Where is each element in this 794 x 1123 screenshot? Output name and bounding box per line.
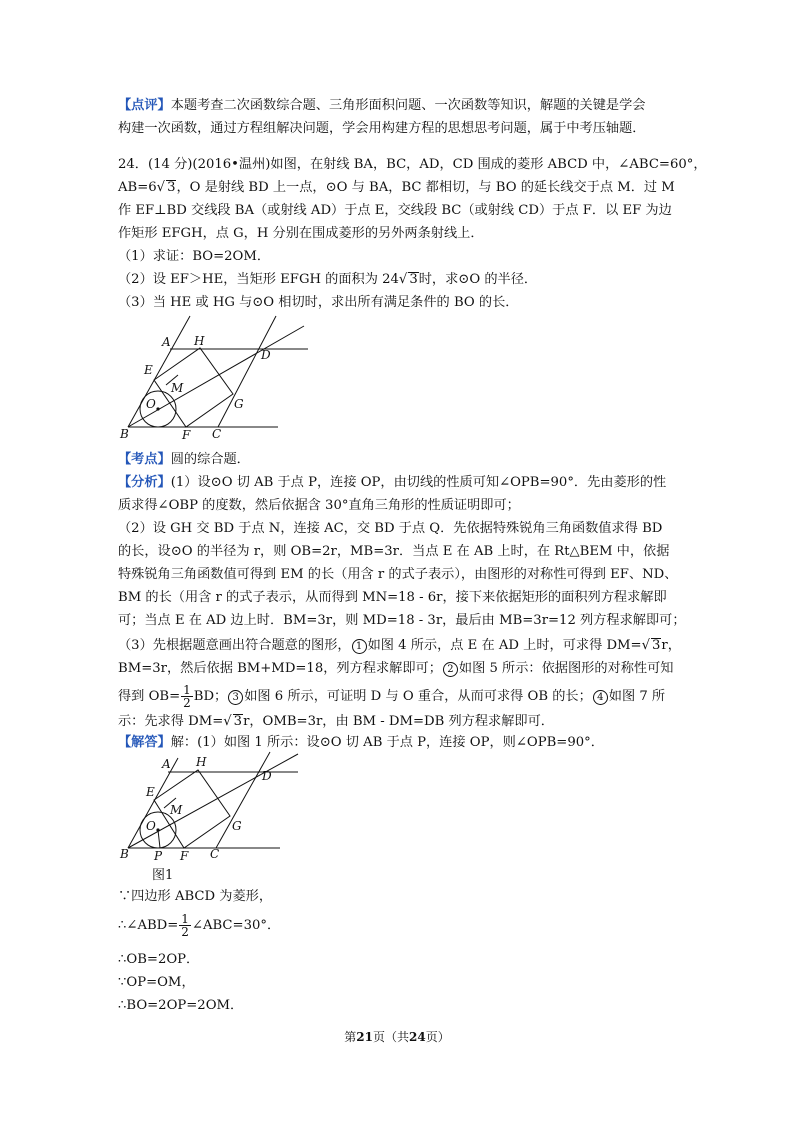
geometry-figure-1 xyxy=(118,750,314,884)
page-number: 21 xyxy=(356,1030,373,1044)
label-O: O xyxy=(146,397,156,411)
label-G: G xyxy=(232,819,242,833)
label-E: E xyxy=(146,785,155,799)
kaodian-line xyxy=(118,451,250,469)
analysis-8a: （3）先根据题意画出符合题意的图形， xyxy=(118,638,351,653)
label-M: M xyxy=(170,803,183,817)
fraction-denominator: 2 xyxy=(183,696,191,710)
analysis-10a: 得到 OB= xyxy=(118,689,181,704)
analysis-line-11: 示：先求得 DM=√ 3r，OMB=3r，由 BM - DM=DB 列方程求解即可． xyxy=(118,714,554,729)
comment-text-1: 本题考查二次函数综合题、三角形面积问题、一次函数等知识，解题的关键是学会 xyxy=(170,98,646,113)
answer-tag: 【解答】 xyxy=(118,735,171,750)
circled-1: 1 xyxy=(352,639,367,654)
page-footer xyxy=(0,1028,794,1045)
fraction-half xyxy=(179,913,191,938)
geometry-figure-problem xyxy=(118,312,314,442)
problem-line-2: AB=6√ 3，O 是射线 BD 上一点，⊙O 与 BA，BC 都相切，与 BO 的延长线交于点 M．过 M xyxy=(118,180,675,195)
question-1: （1）求证：BO=2OM． xyxy=(118,249,271,264)
problem-line-4: 作矩形 EFGH，点 G，H 分别在围成菱形的另外两条射线上． xyxy=(118,226,484,241)
sqrt-3: 3 xyxy=(233,714,243,729)
analysis-text-1: (1）设⊙O 切 AB 于点 P，连接 OP，由切线的性质可知∠OPB=90°．先由菱形的性 xyxy=(170,475,667,490)
kaodian-text: 圆的综合题． xyxy=(170,452,250,467)
label-D: D xyxy=(261,348,271,362)
question-3: （3）当 HE 或 HG 与⊙O 相切时，求出所有满足条件的 BO 的长． xyxy=(118,295,519,310)
answer-step-5: ∴BO=2OP=2OM． xyxy=(118,998,244,1013)
label-P: P xyxy=(154,849,163,863)
answer-2b: ∠ABC=30°． xyxy=(191,918,281,933)
circled-3: 3 xyxy=(228,690,243,705)
analysis-10c: 如图 6 所示，可证明 D 与 O 重合，从而可求得 OB 的长； xyxy=(244,689,592,704)
problem-line-1: 24．(14 分)(2016•温州)如图，在射线 BA，BC，AD，CD 围成的菱形 ABCD 中，∠ABC=60°， xyxy=(118,157,707,172)
label-A: A xyxy=(162,757,171,771)
analysis-11b: r，OMB=3r，由 BM - DM=DB 列方程求解即可． xyxy=(243,714,554,729)
label-G: G xyxy=(234,397,244,411)
circled-4: 4 xyxy=(593,690,608,705)
answer-2a: ∴∠ABD= xyxy=(118,918,179,933)
fraction-numerator: 1 xyxy=(181,912,189,926)
analysis-10d: 如图 7 所 xyxy=(608,689,666,704)
analysis-line-1 xyxy=(118,474,666,492)
footer-b: 页（共 xyxy=(372,1030,409,1044)
label-H: H xyxy=(196,755,207,769)
circled-2: 2 xyxy=(443,662,458,677)
problem-line-2-rest: ，O 是射线 BD 上一点，⊙O 与 BA，BC 都相切，与 BO 的延长线交于点 M．过 M xyxy=(176,180,675,195)
answer-text-1: 解：(1）如图 1 所示：设⊙O 切 AB 于点 P，连接 OP，则∠OPB=90°． xyxy=(170,735,604,750)
footer-c: 页） xyxy=(425,1030,450,1044)
comment-line-1 xyxy=(118,97,646,115)
label-H: H xyxy=(194,334,205,348)
analysis-9b: 如图 5 所示：依据图形的对称性可知 xyxy=(458,661,674,676)
question-2-a: （2）设 EF＞HE，当矩形 EFGH 的面积为 24 xyxy=(118,272,399,287)
problem-line-3: 作 EF⊥BD 交线段 BA（或射线 AD）于点 E，交线段 BC（或射线 CD）于点 F．以 EF 为边 xyxy=(118,203,672,218)
question-2: （2）设 EF＞HE，当矩形 EFGH 的面积为 24√ 3时，求⊙O 的半径． xyxy=(118,272,538,287)
analysis-line-10 xyxy=(118,684,665,710)
label-C: C xyxy=(210,847,220,861)
label-D: D xyxy=(262,769,272,783)
sqrt-3: 3 xyxy=(652,638,661,653)
analysis-line-7: 可；当点 E 在 AD 边上时．BM=3r，则 MD=18 - 3r，最后由 MB=3r=12 列方程求解即可； xyxy=(118,613,686,628)
analysis-11a: 示：先求得 DM= xyxy=(118,714,224,729)
label-A: A xyxy=(162,335,171,349)
total-pages: 24 xyxy=(409,1030,426,1044)
label-F: F xyxy=(182,428,191,442)
label-M: M xyxy=(171,381,184,395)
analysis-line-4: 的长，设⊙O 的半径为 r，则 OB=2r，MB=3r．当点 E 在 AB 上时，在 Rt△BEM 中，依据 xyxy=(118,544,670,559)
question-2-b: 时，求⊙O 的半径． xyxy=(418,272,538,287)
analysis-tag: 【分析】 xyxy=(118,475,171,490)
answer-step-3: ∴OB=2OP． xyxy=(118,952,200,967)
label-F: F xyxy=(180,849,189,863)
comment-line-2: 构建一次函数，通过方程组解决问题，学会用构建方程的思想思考问题，属于中考压轴题． xyxy=(118,121,646,136)
analysis-8c: r， xyxy=(661,638,681,653)
label-O: O xyxy=(146,819,156,833)
figure-caption: 图1 xyxy=(152,868,174,883)
analysis-line-9 xyxy=(118,660,674,678)
comment-tag: 【点评】 xyxy=(118,98,171,113)
analysis-line-3: （2）设 GH 交 BD 于点 N，连接 AC，交 BD 于点 Q．先依据特殊锐角三角函数值求得 BD xyxy=(118,521,663,536)
analysis-line-6: BM 的长（用含 r 的式子表示，从而得到 MN=18 - 6r，接下来依据矩形的面积列方程求解即 xyxy=(118,590,667,605)
label-C: C xyxy=(212,427,222,441)
sqrt-3: 3 xyxy=(409,272,418,287)
label-B: B xyxy=(120,427,129,441)
fraction-half xyxy=(181,684,193,709)
answer-step-4: ∵OP=OM， xyxy=(118,975,195,990)
problem-ab: AB=6 xyxy=(118,180,157,195)
label-B: B xyxy=(120,847,129,861)
fraction-numerator: 1 xyxy=(183,683,191,697)
analysis-line-8: （3）先根据题意画出符合题意的图形， 1 如图 4 所示，点 E 在 AD 上时，可求得 DM=√ 3r， xyxy=(118,638,681,653)
answer-step-1: ∵四边形 ABCD 为菱形， xyxy=(118,889,273,904)
answer-step-2 xyxy=(118,913,280,939)
analysis-8b: 如图 4 所示，点 E 在 AD 上时，可求得 DM= xyxy=(367,638,642,653)
label-E: E xyxy=(144,363,153,377)
sqrt-3: 3 xyxy=(167,180,176,195)
footer-a: 第 xyxy=(344,1030,357,1044)
analysis-line-5: 特殊锐角三角函数值可得到 EM 的长（用含 r 的式子表示），由图形的对称性可得到 EF、ND、 xyxy=(118,567,678,582)
kaodian-tag: 【考点】 xyxy=(118,452,171,467)
analysis-9a: BM=3r，然后依据 BM+MD=18，列方程求解即可； xyxy=(118,661,442,676)
analysis-line-2: 质求得∠OBP 的度数，然后依据含 30°直角三角形的性质证明即可； xyxy=(118,498,520,513)
fraction-denominator: 2 xyxy=(181,925,189,939)
analysis-10b: BD； xyxy=(193,689,228,704)
